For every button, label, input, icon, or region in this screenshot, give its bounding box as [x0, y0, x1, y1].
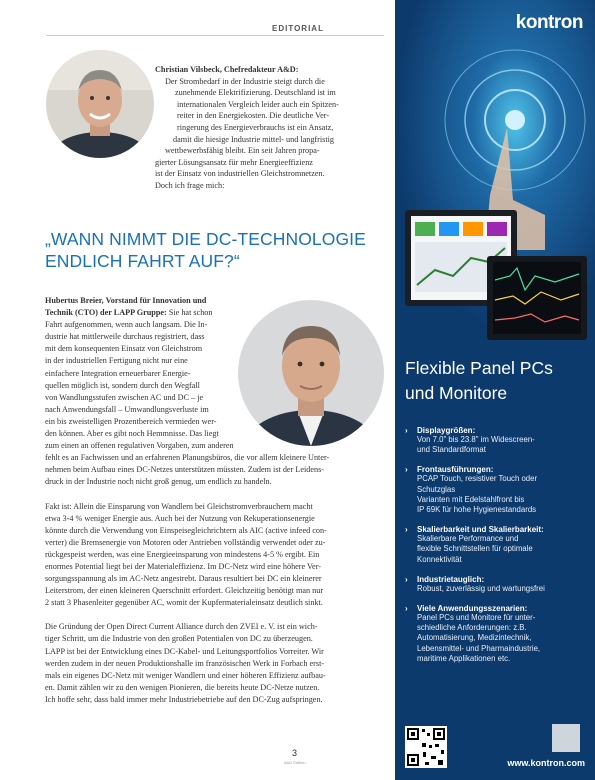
intro-line: Der Strombedarf in der Industrie steigt durch die — [165, 76, 325, 86]
body-line: Ich hoffe sehr, dass bald immer mehr Industriebetriebe auf den DC-Zug aufspringen. — [45, 694, 323, 704]
headline: „WANN NIMMT DIE DC-TECHNOLOGIE ENDLICH FAHRT AUF?“ — [45, 229, 366, 271]
intro-line: internationalen Vergleich leider auch ein Spitzen- — [177, 99, 339, 109]
body-line: Leiterstrom, der einen kleineren Querschnitt erfordert. Gleichzeitig benötigt man nur — [45, 586, 324, 596]
article-body — [45, 295, 385, 706]
section-label: EDITORIAL — [272, 24, 324, 33]
body-line: fehlt es an Fachwissen und an erfahrenen Planungsbüros, die vor allem kleinere Unter- — [45, 453, 330, 463]
chevron-right-icon: › — [405, 465, 408, 475]
portrait-vilsbeck — [46, 50, 154, 158]
kontron-ad[interactable] — [395, 0, 595, 780]
intro-line: zunehmende Elektrifizierung. Deutschland ist im — [175, 88, 336, 98]
body-line: 2 statt 3 Phasenleiter gegenüber AC, womit der Kupfermaterialeinsatz deutlich sinkt. — [45, 598, 323, 608]
intro-line: ist der Einsatz von industriellen Gleichstromnetzen. — [155, 169, 325, 179]
body-line: werden zudem in der neuen Produktionshalle im französischen Werk in Forbach erst- — [45, 658, 325, 668]
body-line: den können. Aber es gibt noch Hemmnisse. Das liegt — [45, 429, 219, 439]
chevron-right-icon: › — [405, 525, 408, 535]
page-number: 3 — [292, 748, 298, 758]
body-line: druck in der Industrie noch nicht groß genug, um endlich zu handeln. — [45, 477, 272, 487]
body-line: dustrie hat mittlerweile durchaus registriert, dass — [45, 332, 205, 342]
body-line: enormes Potential liegt bei der Materialeffizienz. Im DC-Netz wird eine höhere Ver- — [45, 561, 321, 571]
intro-line: Doch ich frage mich: — [155, 180, 225, 190]
page-edition: A&D Edition — [284, 760, 306, 765]
body-line: könnte durch die Verwendung von Einspeisegleichrichtern als AIC (active infeed con- — [45, 525, 327, 535]
body-line: ein bis zweistelligen Prozentbereich vermieden wer- — [45, 416, 217, 426]
body-line: en. Damit zählen wir zu den wenigen Pionieren, die bereits heute DC-Netze nutzen. — [45, 682, 320, 692]
body-line: mit dem konsequenten Einsatz von Gleichstrom — [45, 344, 203, 354]
body-line: quellen möglich ist, sondern durch den Wegfall — [45, 380, 200, 390]
intro-line: damit die hiesige Industrie mittel- und langfristig — [173, 134, 334, 144]
body-line: sorgungsspannung als im AC-Netz angestrebt. Daraus resultiert bei DC ein kleinerer — [45, 574, 322, 584]
chevron-right-icon: › — [405, 574, 408, 584]
feature-item: › Skalierbarkeit und Skalierbarkeit: Skalierbare Performance und flexible Schnittstellen für optimale Konnektivität — [405, 525, 544, 564]
body-line: verter) die Bremsenergie von Motoren oder Antrieben vollständig verwendet oder zu- — [45, 537, 326, 547]
kontron-logo: kontron — [515, 12, 583, 33]
intro-line: ringerung des Energieverbrauchs ist ein Ansatz, — [177, 122, 334, 132]
body-line: Fahrt aufgenommen, wenn auch langsam. Die In- — [45, 320, 208, 330]
feature-list — [405, 426, 590, 674]
body-line: nach Anwendungsfall – Umwandlungsverluste im — [45, 404, 209, 414]
divider — [46, 35, 384, 36]
body-line: Die Gründung der Open Direct Current Alliance durch den ZVEI e. V. ist ein wich- — [45, 622, 318, 632]
intro-line: reiter in den Energiekosten. Die deutliche Ver- — [177, 111, 330, 121]
ad-url-link[interactable]: www.kontron.com — [507, 758, 585, 768]
body-line: LAPP ist bei der Entwicklung eines DC-Kabel- und Leitungsportfolios Vorreiter. Wir — [45, 646, 324, 656]
body-line: etwa 3-4 % weniger Energie aus. Auch bei der Nutzung von Rekuperationsenergie — [45, 513, 315, 523]
intro-line: Christian Vilsbeck, Chefredakteur A&D: — [155, 65, 299, 74]
body-line: nehmen beim Aufbau eines DC-Netzes unterstützen müssten. Zudem ist der Leidens- — [45, 465, 324, 475]
intro-text — [155, 64, 387, 192]
ad-title: Flexible Panel PCs und Monitore — [405, 358, 553, 403]
chevron-right-icon: › — [405, 604, 408, 614]
feature-item: › Industrietauglich: Robust, zuverlässig und wartungsfrei — [405, 574, 545, 593]
body-line: Technik (CTO) der LAPP Gruppe: Sie hat schon — [45, 308, 213, 318]
feature-item: › Displaygrößen: Von 7.0" bis 23.8" im Widescreen- und Standardformat — [405, 426, 535, 455]
ad-visual — [395, 0, 595, 350]
feature-item: › Frontausführungen: PCAP Touch, resistiver Touch oder Schutzglas Varianten mit Edelstahlfront bis IP 69K für hohe Hygienestandards — [405, 465, 538, 515]
body-line: Hubertus Breier, Vorstand für Innovation und — [45, 296, 207, 305]
body-line: tiger Schritt, um die Industrie von den großen Potentialen von DC zu überzeugen. — [45, 634, 313, 644]
chevron-right-icon: › — [405, 426, 408, 435]
feature-item: › Viele Anwendungsszenarien: Panel PCs und Monitore für unter- schiedliche Anforderungen: z.B. Automatisierung, Medizintechnik, Lebensmittel- und Pharmaindustrie, maritime Applikationen etc. — [405, 604, 541, 663]
body-line: rückgespeist werden, was eine Energieeinsparung von mindestens 4-5 % ergibt. Ein — [45, 549, 320, 559]
qr-code[interactable] — [405, 726, 447, 768]
intro-line: wettbewerbsfähig bleibt. Ein seit Jahren propa- — [165, 146, 320, 156]
body-line: zum einen an offenen regulativen Vorgaben, zum anderen — [45, 441, 234, 451]
award-badge — [552, 724, 580, 752]
intro-line: gierter Lösungsansatz für mehr Energieeffizienz — [155, 157, 313, 167]
body-line: von Wandlungsstufen zwischen AC und DC – je — [45, 392, 204, 402]
body-line: mals ein eigenes DC-Netz mit weniger Wandlern und einer höheren Effizienz aufbau- — [45, 670, 326, 680]
body-line: einfachere Integration erneuerbarer Energie- — [45, 368, 191, 378]
body-line: in der industriellen Fertigung nicht nur eine — [45, 356, 188, 366]
body-line: Fakt ist: Allein die Einsparung von Wandlern bei Gleichstromverbrauchern macht — [45, 501, 313, 511]
